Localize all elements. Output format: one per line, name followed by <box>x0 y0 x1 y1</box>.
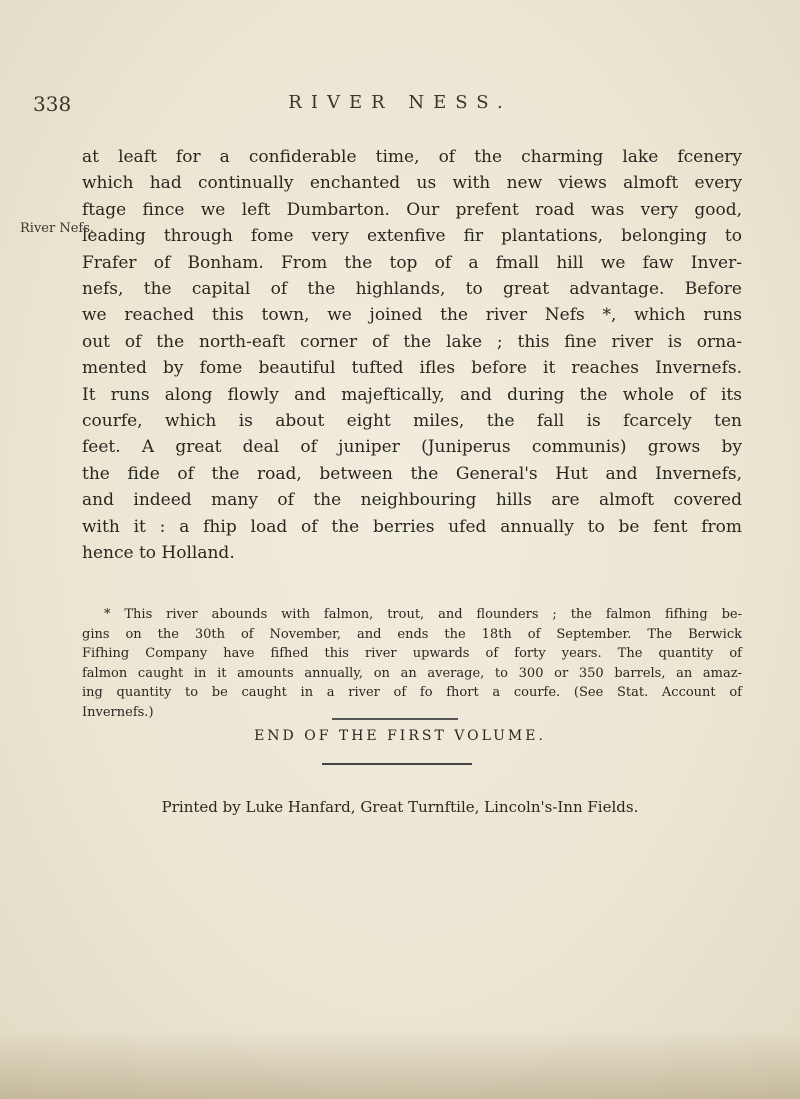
body-line: courfe, which is about eight miles, the fall is fcarcely ten <box>82 411 742 432</box>
body-line: nefs, the capital of the highlands, to great advantage. Before <box>82 279 742 300</box>
footnote-line: * This river abounds with falmon, trout, and flounders ; the falmon fifhing be- <box>104 607 742 622</box>
body-line: leading through fome very extenfive fir plantations, belonging to <box>82 226 742 247</box>
body-line: which had continually enchanted us with new views almoft every <box>82 173 742 194</box>
running-head: RIVER NESS. <box>288 92 512 113</box>
body-line: ftage fince we left Dumbarton. Our prefent road was very good, <box>82 199 742 220</box>
footnote-line: Fifhing Company have fifhed this river upwards of forty years. The quantity of <box>82 646 742 661</box>
divider-rule <box>332 718 458 720</box>
body-text <box>82 144 742 567</box>
footnote-line: ing quantity to be caught in a river of fo fhort a courfe. (See Stat. Account of <box>82 685 742 700</box>
body-line: feet. A great deal of juniper (Juniperus communis) grows by <box>82 437 742 458</box>
divider-rule <box>322 763 472 765</box>
margin-note: River Nefs. <box>20 221 95 236</box>
body-line: hence to Holland. <box>82 543 235 564</box>
body-line: Frafer of Bonham. From the top of a fmall hill we faw Inver- <box>82 252 742 273</box>
page-stain <box>0 1029 800 1099</box>
end-of-volume: END OF THE FIRST VOLUME. <box>254 728 546 744</box>
footnote-line: gins on the 30th of November, and ends the 18th of September. The Berwick <box>82 626 742 642</box>
footnote-line: falmon caught in it amounts annually, on an average, to 300 or 350 barrels, an amaz- <box>82 665 742 681</box>
body-line: the fide of the road, between the General's Hut and Invernefs, <box>82 463 742 484</box>
printer-imprint: Printed by Luke Hanfard, Great Turnftile, Lincoln's-Inn Fields. <box>161 798 639 816</box>
body-line: mented by fome beautiful tufted ifles before it reaches Invernefs. <box>82 358 742 379</box>
body-line: out of the north-eaft corner of the lake ; this fine river is orna- <box>82 331 742 352</box>
footnote <box>82 605 742 722</box>
body-line: with it : a fhip load of the berries ufed annually to be fent from <box>82 516 742 537</box>
page-number: 338 <box>33 92 72 116</box>
body-line: It runs along flowly and majeftically, and during the whole of its <box>82 384 742 405</box>
body-line: at leaft for a confiderable time, of the charming lake fcenery <box>82 147 742 167</box>
body-line: we reached this town, we joined the river Nefs *, which runs <box>82 305 742 326</box>
footnote-line: Invernefs.) <box>82 704 154 720</box>
body-line: and indeed many of the neighbouring hills are almoft covered <box>82 490 742 511</box>
